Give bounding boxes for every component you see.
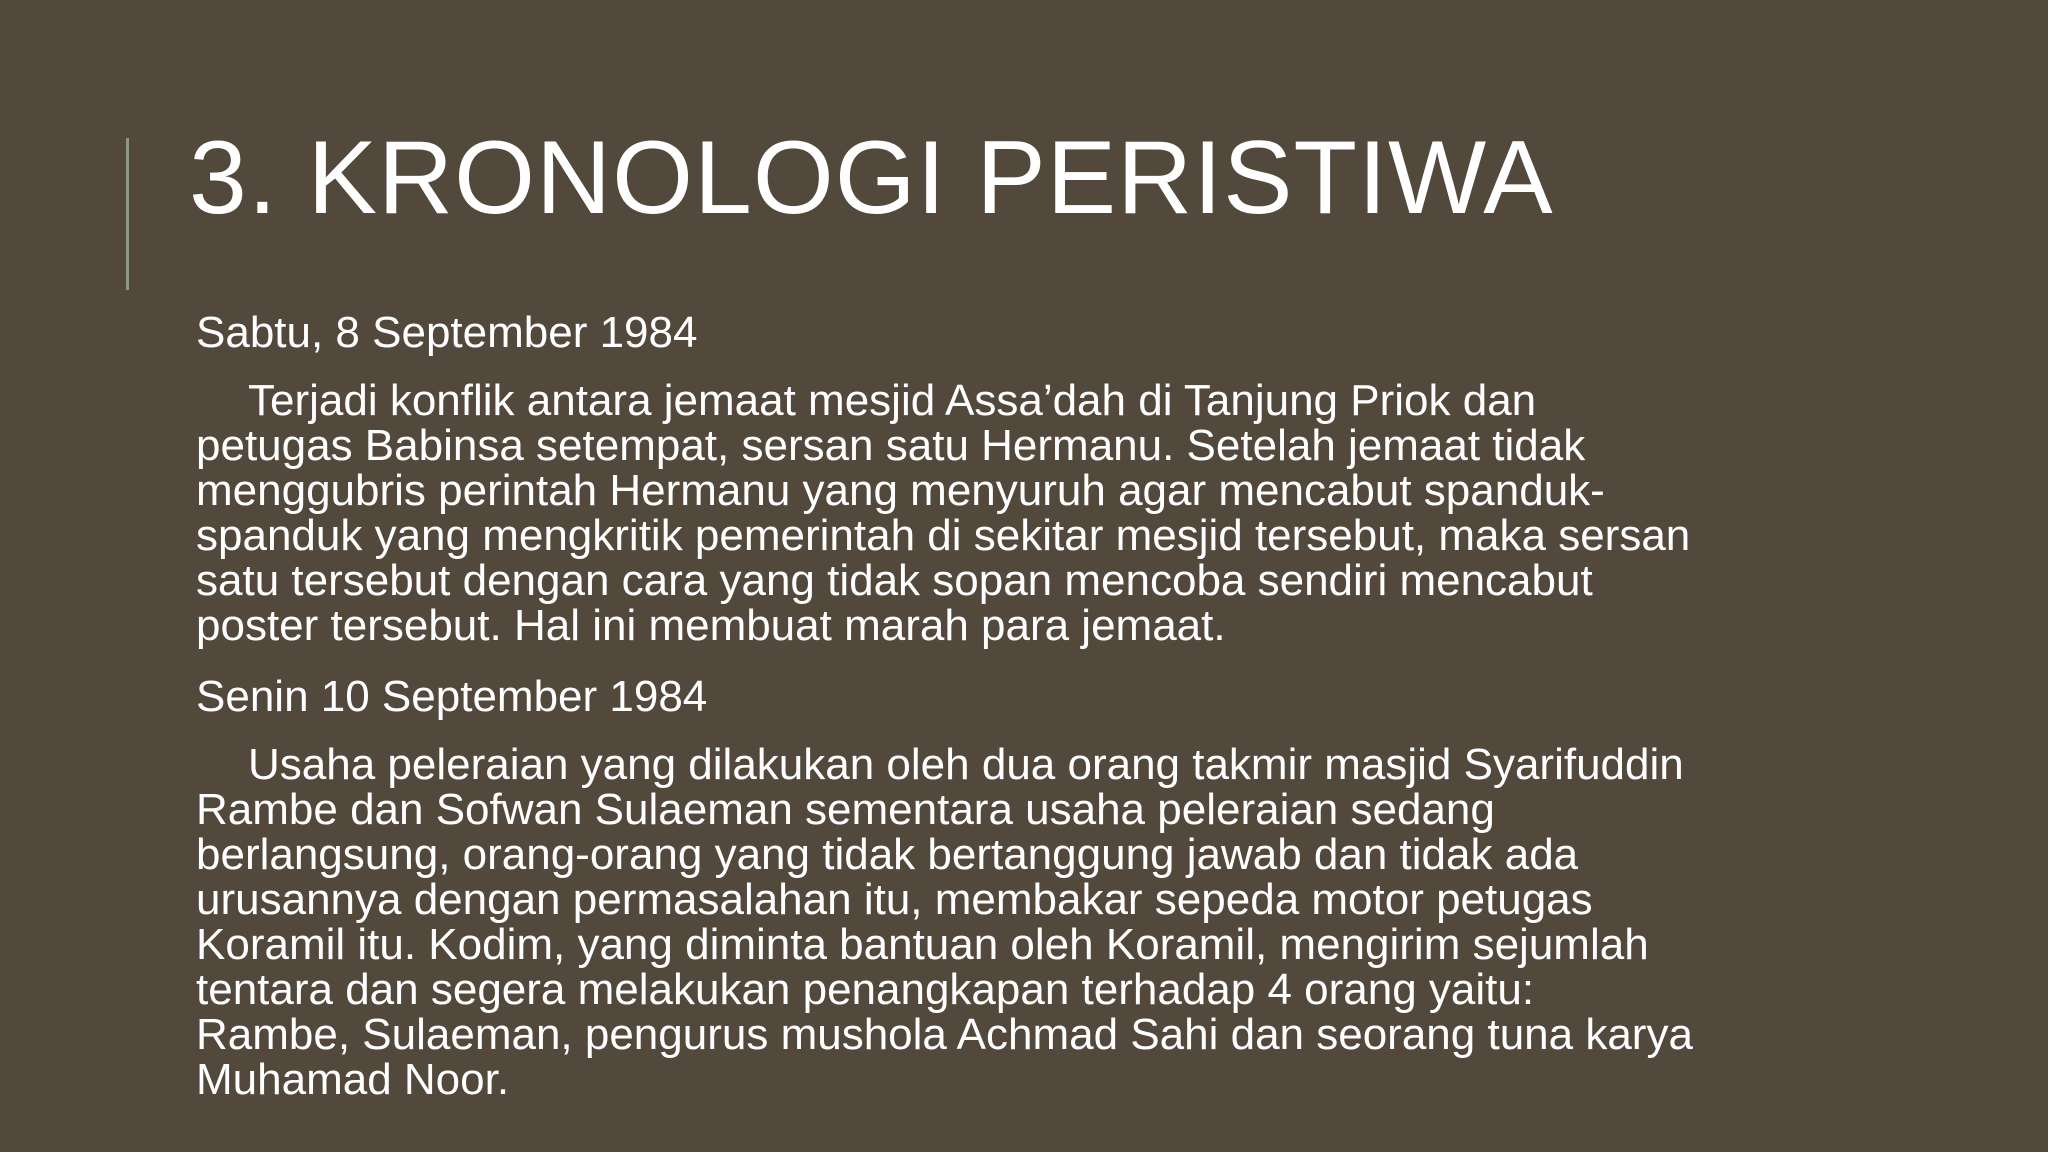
paragraph-line: Usaha peleraian yang dilakukan oleh dua orang takmir masjid Syarifuddin — [248, 740, 1684, 789]
entry-date: Sabtu, 8 September 1984 — [196, 308, 698, 357]
paragraph-line: Terjadi konflik antara jemaat mesjid Assa’dah di Tanjung Priok dan — [248, 376, 1537, 425]
paragraph-line: urusannya dengan permasalahan itu, membakar sepeda motor petugas — [196, 875, 1593, 924]
paragraph-line: petugas Babinsa setempat, sersan satu Hermanu. Setelah jemaat tidak — [196, 421, 1586, 470]
slide-title: 3. KRONOLOGI PERISTIWA — [189, 120, 1554, 236]
slide-content — [196, 306, 1816, 1102]
paragraph-line: poster tersebut. Hal ini membuat marah para jemaat. — [196, 601, 1226, 650]
entry-description — [196, 378, 1816, 648]
paragraph-line: Muhamad Noor. — [196, 1055, 510, 1104]
paragraph-line: menggubris perintah Hermanu yang menyuruh agar mencabut spanduk- — [196, 466, 1605, 515]
title-accent-line — [126, 138, 129, 290]
entry-description — [196, 742, 1816, 1102]
paragraph-line: Rambe, Sulaeman, pengurus mushola Achmad Sahi dan seorang tuna karya — [196, 1010, 1693, 1059]
paragraph-line: satu tersebut dengan cara yang tidak sopan mencoba sendiri mencabut — [196, 556, 1593, 605]
paragraph-line: berlangsung, orang-orang yang tidak bertanggung jawab dan tidak ada — [196, 830, 1579, 879]
paragraph-line: tentara dan segera melakukan penangkapan terhadap 4 orang yaitu: — [196, 965, 1535, 1014]
paragraph-line: Koramil itu. Kodim, yang diminta bantuan oleh Koramil, mengirim sejumlah — [196, 920, 1649, 969]
timeline-entry — [196, 306, 1816, 648]
entry-date: Senin 10 September 1984 — [196, 672, 708, 721]
paragraph-line: Rambe dan Sofwan Sulaeman sementara usaha peleraian sedang — [196, 785, 1495, 834]
timeline-entry — [196, 670, 1816, 1102]
paragraph-line: spanduk yang mengkritik pemerintah di sekitar mesjid tersebut, maka sersan — [196, 511, 1691, 560]
